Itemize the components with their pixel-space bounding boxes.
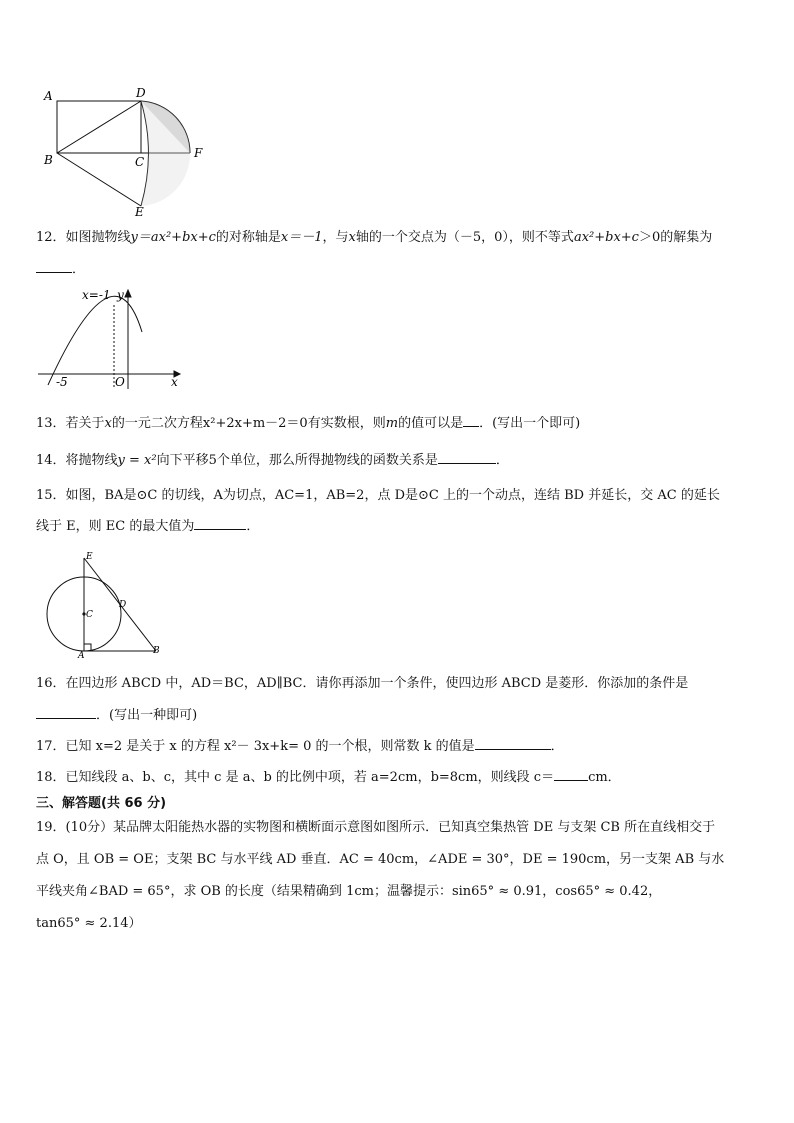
q16-text-2: ．(写出一种即可) [96,708,198,723]
question-15-line-1: 15．如图，BA是⊙C 的切线，A为切点，AC=1，AB=2，点 D是⊙C 上的一个动点，连结 BD 并延长，交 AC 的延长 [36,488,720,503]
label-origin: O [115,375,125,389]
q14-text-3: ． [495,453,509,468]
q14-text-2: 向下平移5个单位，那么所得抛物线的函数关系是 [156,453,438,468]
figure-q15 [38,548,168,660]
q12-text-1: 12．如图抛物线 [36,230,131,245]
question-12-answer [36,260,764,280]
label-E: E [135,205,144,219]
q15-text-1: 线于 E，则 EC 的最大值为 [36,519,195,534]
question-16-line-1: 16．在四边形 ABCD 中，AD＝BC，AD∥BC．请你再添加一个条件，使四边形 ABCD 是菱形．你添加的条件是 [36,676,689,691]
question-19-line-1: 19．(10分）某品牌太阳能热水器的实物图和横断面示意图如图所示．已知真空集热管 DE 与支架 CB 所在直线相交于 [36,820,716,835]
q12-text-4: 轴的一个交点为（－5，0），则不等式 [355,230,574,245]
q12-text-3: ，与 [322,230,349,245]
q14-text-1: 14．将抛物线 [36,453,118,468]
q13-text-1: 13．若关于 [36,416,105,431]
label-B: B [44,153,53,167]
answer-blank-16[interactable] [36,706,96,719]
answer-blank-15[interactable] [194,517,246,530]
q18-text-2: cm． [588,770,621,785]
q12-inequality: ax²+bx+c [573,230,639,245]
q13-text-4: 的值可以是 [398,416,464,431]
question-13 [36,414,764,434]
answer-blank-18[interactable] [554,768,588,781]
q13-equation: x²+2x+m－2＝0 [202,416,308,431]
q12-x: x [348,230,356,245]
q13-m: m [385,416,399,431]
question-18 [36,768,764,788]
section-3-heading: 三、解答题(共 66 分) [36,796,167,811]
q13-text-2: 的一元二次方程 [111,416,203,431]
figure-q12 [34,285,194,395]
q17-text-1: 17．已知 x=2 是关于 x 的方程 x²－ 3x+k= 0 的一个根，则常数 k 的值是 [36,739,475,754]
label-A: A [78,651,85,660]
question-19-line-3: 平线夹角∠BAD = 65°，求 OB 的长度（结果精确到 1cm；温馨提示：sin65° ≈ 0.91，cos65° ≈ 0.42， [36,884,662,899]
q12-text-2: 的对称轴是 [215,230,281,245]
q12-axis: x＝－1 [280,230,323,245]
label-F: F [194,146,203,160]
q15-text-2: ． [246,519,260,534]
label-B: B [153,646,160,656]
answer-blank-13[interactable] [463,414,479,427]
q12-equation: y＝ax²+bx+c [130,230,216,245]
label-y: y [117,288,124,302]
q13-text-5: ．(写出一个即可) [479,416,581,431]
label-x-eq-neg1: x=-1 [82,288,111,302]
label-D: D [119,600,127,610]
question-16-line-2 [36,706,764,726]
label-C: C [86,610,93,620]
label-neg5: -5 [56,375,68,389]
label-A: A [44,89,53,103]
question-12 [36,228,764,248]
label-D: D [136,86,146,100]
q12-text-5: ＞0的解集为 [638,230,713,245]
q14-equation: y = x² [117,453,157,468]
label-C: C [135,155,145,169]
q18-text-1: 18．已知线段 a、b、c，其中 c 是 a、b 的比例中项，若 a=2cm，b=8cm，则线段 c＝ [36,770,555,785]
question-19-line-4: tan65° ≈ 2.14） [36,916,142,931]
label-E: E [86,552,93,562]
q13-x: x [104,416,112,431]
question-17 [36,737,764,757]
question-19-line-2: 点 O，且 OB = OE；支架 BC 与水平线 AD 垂直．AC = 40cm，∠ADE = 30°，DE = 190cm，另一支架 AB 与水 [36,852,725,867]
answer-blank-14[interactable] [438,451,496,464]
q13-text-3: 有实数根，则 [307,416,386,431]
question-14 [36,451,764,471]
answer-blank-12[interactable] [36,260,72,273]
figure-q11 [38,84,218,220]
answer-blank-17[interactable] [475,737,551,750]
q17-text-2: ． [550,739,564,754]
question-15-line-2 [36,517,764,537]
label-x: x [171,375,178,389]
q12-text-6: ． [72,262,86,277]
